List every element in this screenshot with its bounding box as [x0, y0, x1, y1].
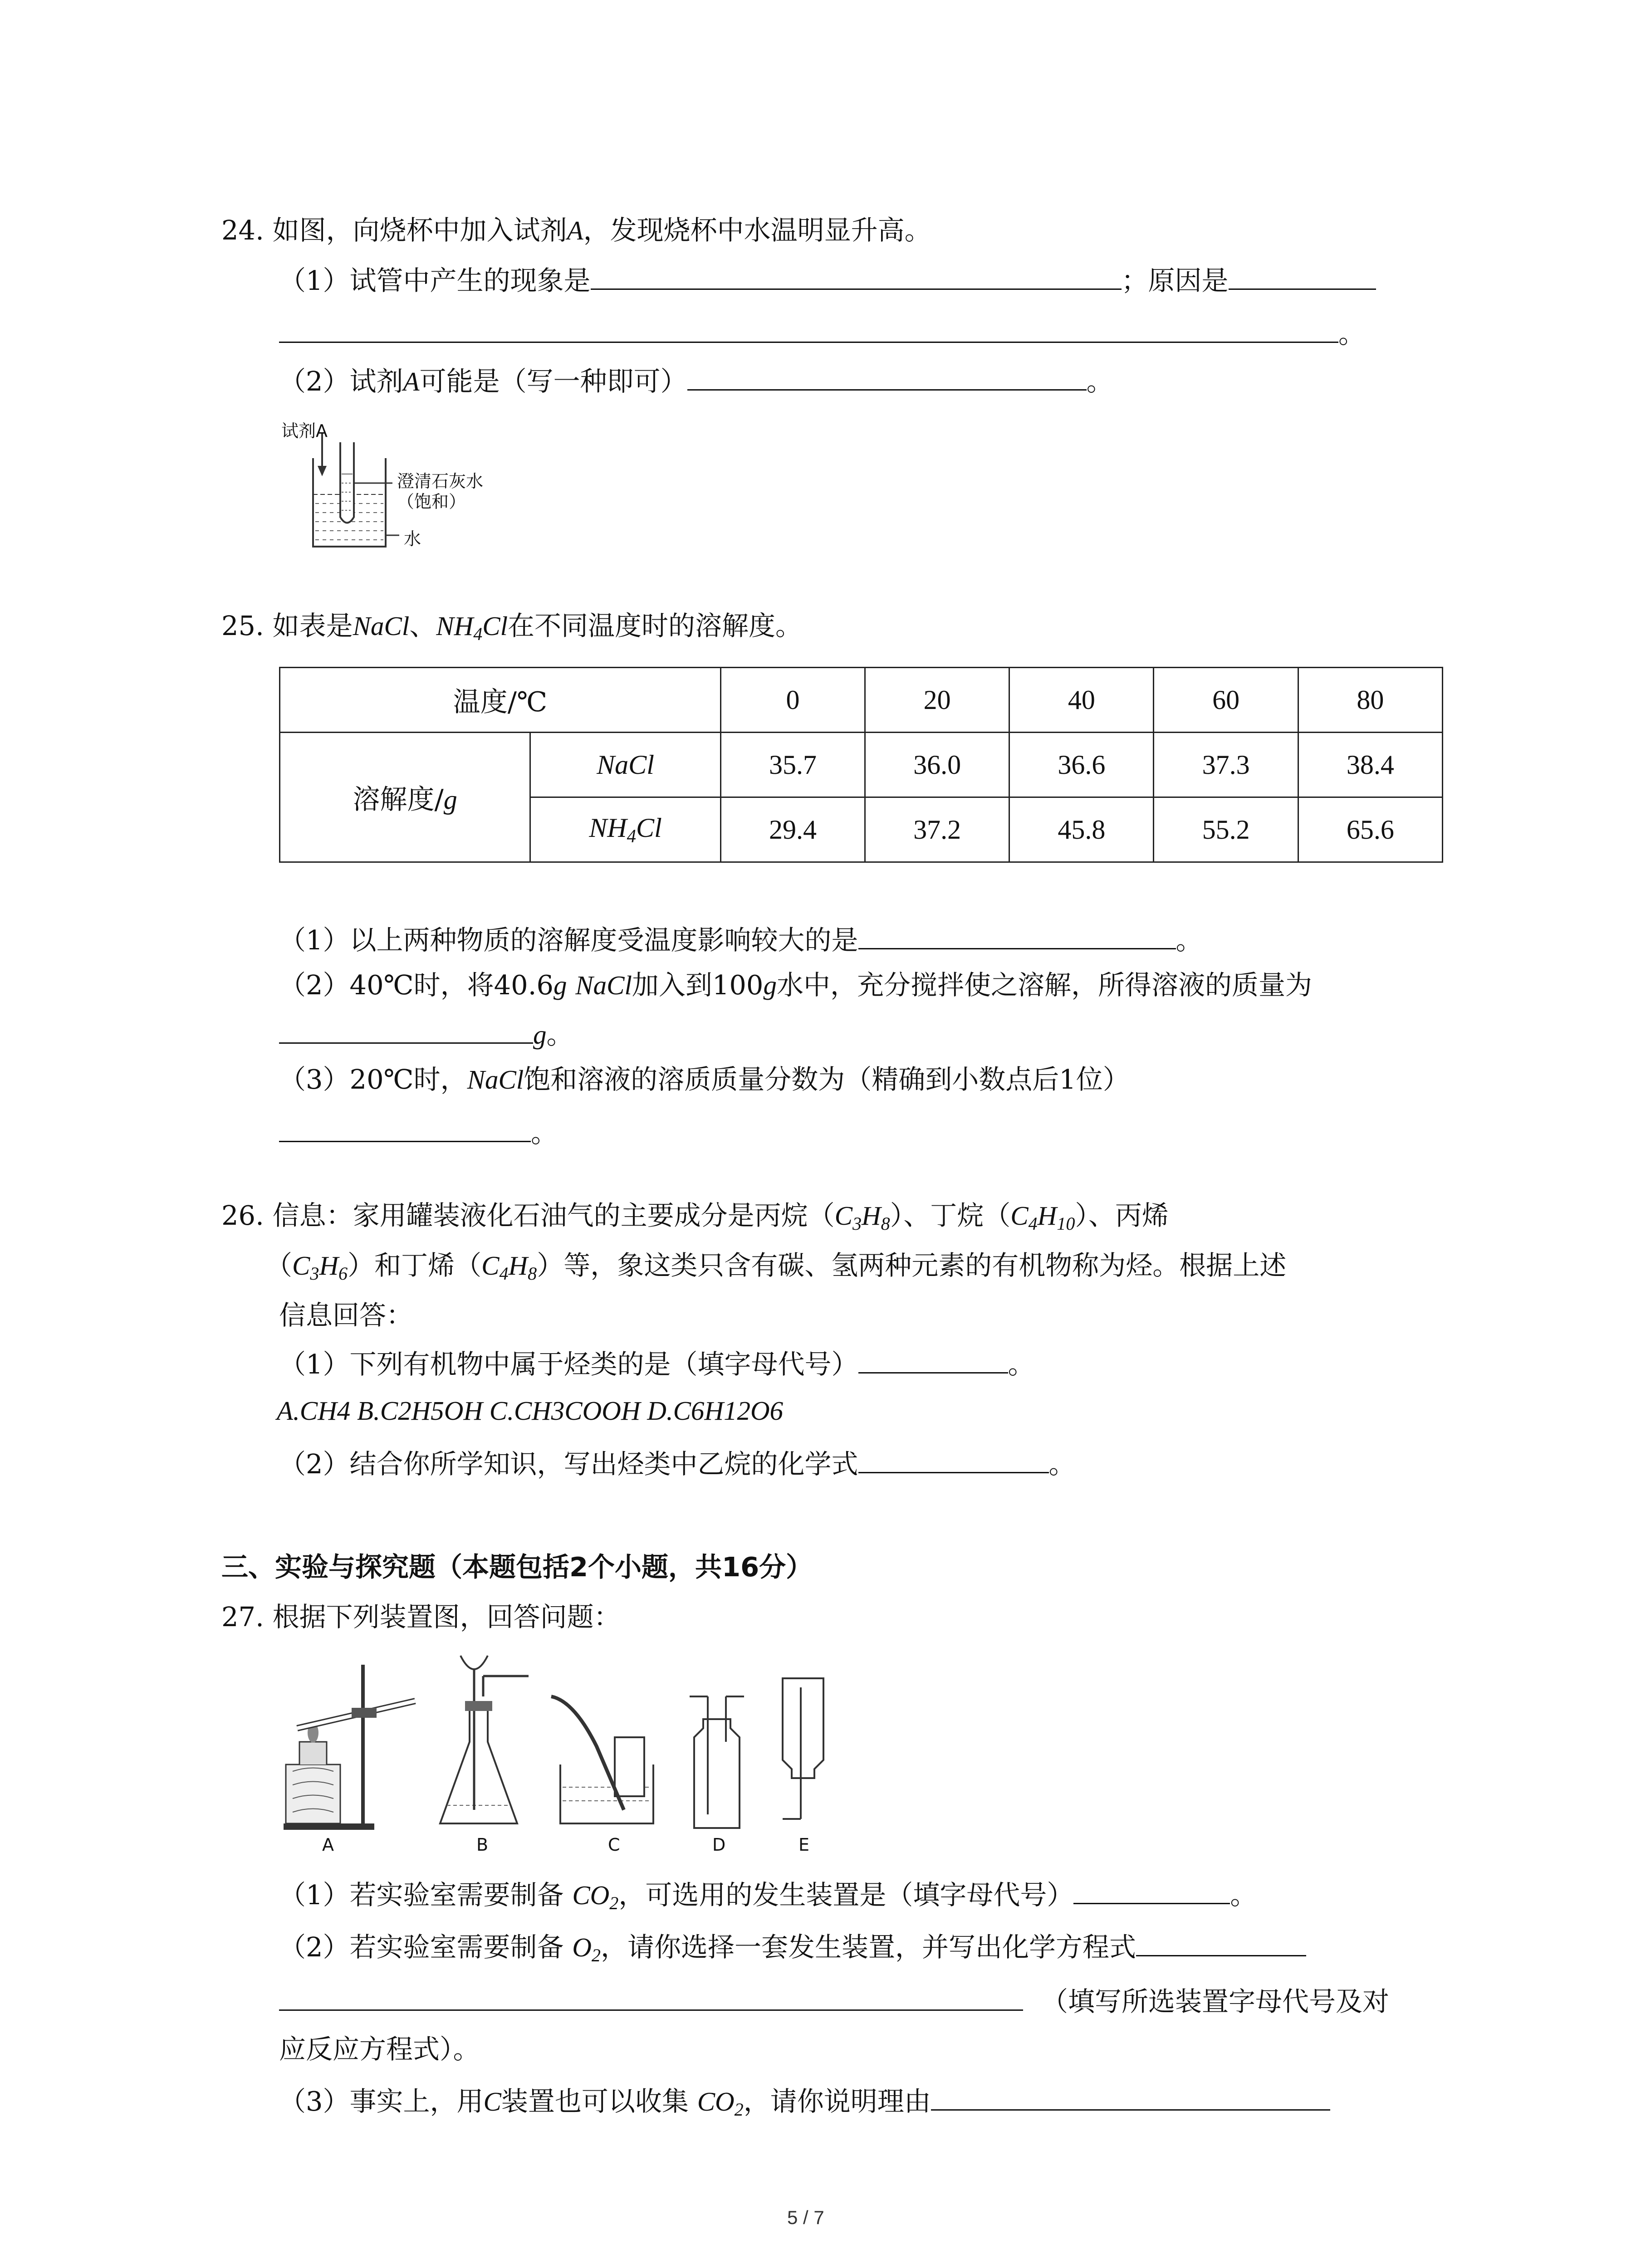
q24-part1-cont: 。: [279, 314, 1365, 352]
answer-blank[interactable]: [279, 314, 1338, 343]
value-cell: 29.4: [720, 797, 865, 862]
q27-part2-cont2: 应反应方程式）。: [279, 2033, 480, 2065]
row-name-nacl: NaCl: [530, 733, 721, 797]
apparatus-diagram: [279, 1651, 919, 1833]
value-cell: 37.2: [865, 797, 1009, 862]
q27-part1: （1）若实验室需要制备 $CO_2$，可选用的发生装置是（填字母代号） 。: [279, 1876, 1257, 1921]
q26-part1: （1）下列有机物中属于烃类的是（填字母代号） 。: [279, 1345, 1035, 1383]
apparatus-label-b: B: [476, 1835, 489, 1855]
q26-part2: （2）结合你所学知识，写出烃类中乙烷的化学式 。: [279, 1445, 1076, 1482]
label-saturated: （饱和）: [397, 492, 466, 512]
value-cell: 45.8: [1009, 797, 1154, 862]
answer-blank[interactable]: [931, 2082, 1330, 2111]
q27-number: 27.: [221, 1601, 264, 1633]
q25-part3: （3）20℃时，NaCl饱和溶液的溶质质量分数为（精确到小数点后1位）: [279, 1064, 1130, 1095]
q26-options: [277, 1393, 783, 1429]
q25-part1: （1）以上两种物质的溶解度受温度影响较大的是 。: [279, 921, 1203, 958]
q24-stem: 24. 如图，向烧杯中加入试剂A，发现烧杯中水温明显升高。: [221, 215, 931, 246]
q25-part3-cont: 。: [279, 1114, 558, 1151]
value-cell: 36.0: [865, 733, 1009, 797]
answer-blank[interactable]: [591, 261, 1122, 290]
q26-line3: 信息回答：: [279, 1300, 413, 1331]
q24-part1: （1）试管中产生的现象是 ；原因是: [279, 261, 1376, 299]
value-cell: 65.6: [1298, 797, 1442, 862]
label-reagent-a: 试剂A: [281, 421, 328, 441]
apparatus-label-e: E: [798, 1835, 810, 1855]
q27-apparatus-figure: [279, 1651, 919, 1860]
label-limewater: 澄清石灰水: [397, 471, 484, 491]
label-water: 水: [404, 529, 421, 549]
row-name-nh4cl: $NH_4Cl$: [530, 797, 721, 862]
table-row: [280, 733, 1443, 797]
q25-part2: （2）40℃时，将40.6g NaCl加入到100g水中，充分搅拌使之溶解，所得溶液的质量为: [279, 969, 1312, 1001]
q26-line1: 26. 信息：家用罐装液化石油气的主要成分是丙烷$(C_3H_8)$、丁烷$(C_4H_{10})$、丙烯: [221, 1200, 1169, 1234]
temp-cell: 20: [865, 668, 1009, 733]
answer-blank[interactable]: [1229, 261, 1376, 290]
q26-line2: $(C_3H_6)$和丁烯$(C_4H_8)$等，象这类只含有碳、氢两种元素的有机物称为烃。根据上述: [265, 1250, 1287, 1284]
page-number: 5 / 7: [787, 2207, 824, 2228]
answer-blank[interactable]: [1136, 1928, 1306, 1956]
answer-blank[interactable]: [858, 1445, 1049, 1473]
solubility-label: 溶解度/g: [280, 733, 530, 862]
q24-part2: （2）试剂A可能是（写一种即可） 。: [279, 362, 1113, 400]
answer-blank[interactable]: [279, 1015, 533, 1044]
q25-stem: 25. 如表是NaCl、$NH_4Cl$在不同温度时的溶解度。: [221, 610, 803, 645]
apparatus-label-a: A: [322, 1835, 334, 1855]
temp-cell: 80: [1298, 668, 1442, 733]
temp-cell: 60: [1154, 668, 1298, 733]
q26-number: 26.: [221, 1200, 264, 1231]
answer-blank[interactable]: [858, 1345, 1008, 1374]
answer-blank[interactable]: [279, 1114, 531, 1142]
q24-number: 24.: [221, 215, 264, 246]
temp-cell: 40: [1009, 668, 1154, 733]
temp-header: 温度/℃: [280, 668, 721, 733]
q26-options-text: A.CH4 B.C2H5OH C.CH3COOH D.C6H12O6: [277, 1396, 784, 1426]
apparatus-label-c: C: [608, 1835, 620, 1855]
q25-number: 25.: [221, 610, 264, 641]
apparatus-label-d: D: [712, 1835, 726, 1855]
q25-part2-cont: g。: [279, 1015, 573, 1053]
temp-cell: 0: [720, 668, 865, 733]
solubility-table: [279, 667, 1443, 863]
value-cell: 37.3: [1154, 733, 1298, 797]
q27-part2: （2）若实验室需要制备 $O_2$，请你选择一套发生装置，并写出化学方程式: [279, 1928, 1306, 1974]
table-row: [280, 668, 1443, 733]
value-cell: 35.7: [720, 733, 865, 797]
value-cell: 36.6: [1009, 733, 1154, 797]
q27-part2-cont: （填写所选装置字母代号及对: [279, 1982, 1389, 2020]
q27-stem: 27. 根据下列装置图，回答问题：: [221, 1601, 621, 1633]
answer-blank[interactable]: [1073, 1876, 1230, 1904]
section-3-title: 三、实验与探究题（本题包括2个小题，共16分）: [221, 1551, 813, 1583]
q24-figure: [277, 415, 531, 558]
answer-blank[interactable]: [858, 921, 1176, 949]
value-cell: 38.4: [1298, 733, 1442, 797]
q27-part3: （3）事实上，用C装置也可以收集 $CO_2$，请你说明理由: [279, 2082, 1330, 2128]
answer-blank[interactable]: [687, 362, 1087, 391]
answer-blank[interactable]: [279, 1982, 1023, 2011]
value-cell: 55.2: [1154, 797, 1298, 862]
